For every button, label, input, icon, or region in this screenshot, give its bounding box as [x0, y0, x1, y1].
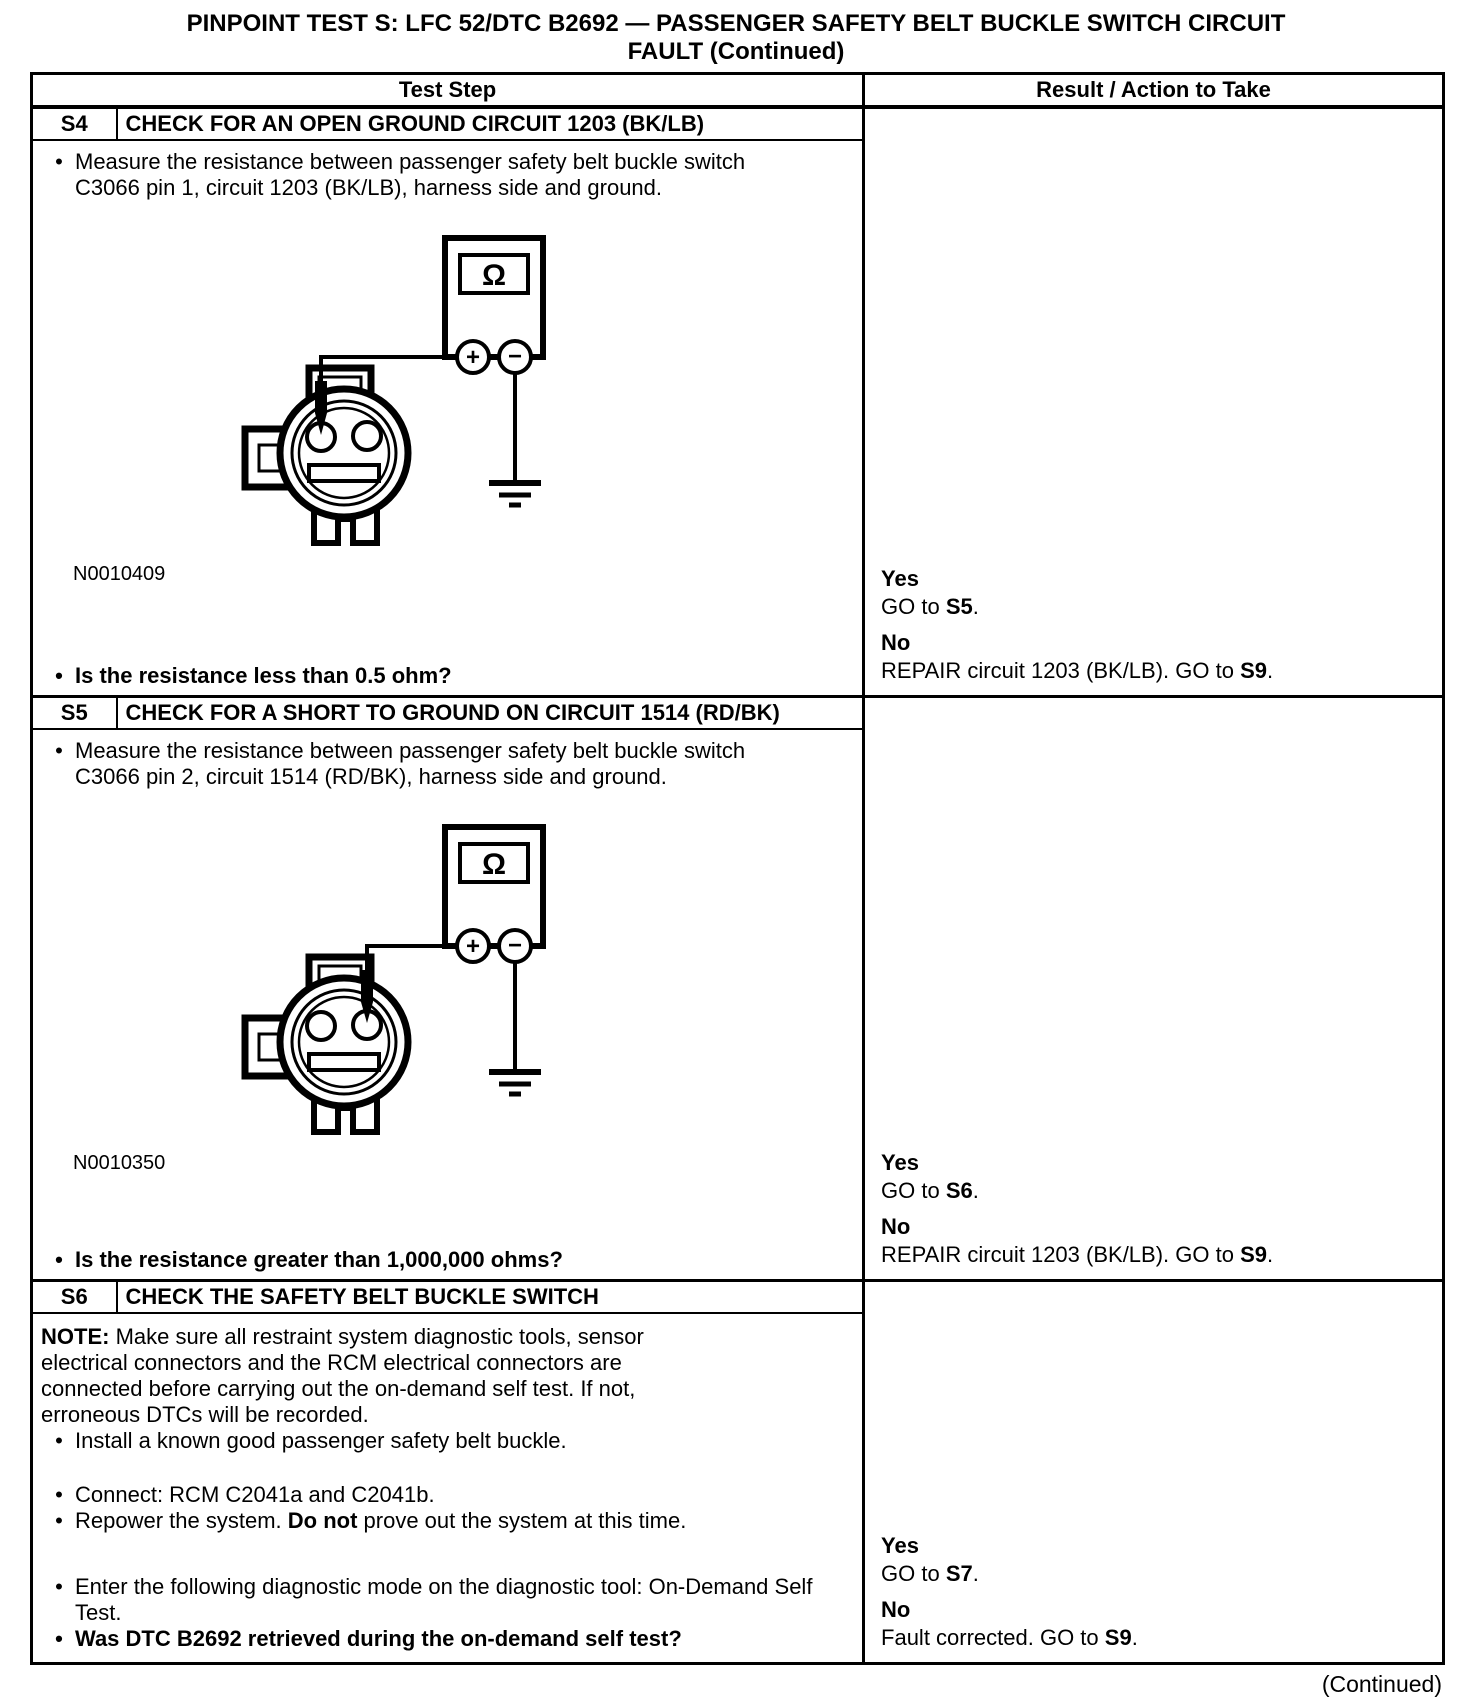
page-title-line2: FAULT (Continued) — [627, 38, 845, 65]
ohm-symbol: Ω — [481, 848, 507, 881]
s5-measure-bullet — [33, 738, 862, 790]
bullet-icon: • — [55, 1428, 63, 1453]
pinpoint-test-table — [30, 72, 1445, 1665]
connector-slot — [309, 465, 379, 481]
bullet-icon: • — [55, 663, 63, 688]
s4-no-action-pre: REPAIR circuit 1203 (BK/LB). GO to — [881, 658, 1241, 683]
s4-figure-label: N0010409 — [73, 563, 166, 585]
s4-measure-bullet — [33, 149, 862, 201]
s5-figure — [73, 810, 862, 1176]
bullet-icon: • — [55, 1247, 63, 1272]
s6-enter-text: Enter the following diagnostic mode on the diagnostic tool: On-Demand Self Test. — [75, 1574, 813, 1625]
s6-no-block — [881, 1596, 1432, 1652]
connector-pin-1 — [307, 1012, 335, 1040]
connector-pin-2 — [353, 422, 381, 450]
s5-yes-action-post: . — [972, 1178, 979, 1203]
step-id-s6: S6 — [32, 1281, 117, 1314]
s6-no-action — [881, 1624, 1432, 1652]
step-s4-result-cell — [864, 107, 1444, 697]
s6-note-label: NOTE: — [41, 1324, 110, 1349]
s5-no-action-target: S9 — [1240, 1242, 1267, 1267]
connector-icon — [245, 957, 408, 1132]
s5-yes-action-target: S6 — [945, 1178, 973, 1203]
s6-yes-action — [881, 1560, 1432, 1588]
s6-repower-text — [75, 1508, 862, 1534]
page-title-line1: PINPOINT TEST S: LFC 52/DTC B2692 — PASSENGER SAFETY BELT BUCKLE SWITCH CIRCUIT — [186, 10, 1286, 37]
column-header-test-step: Test Step — [32, 74, 864, 108]
step-s6-body-cell — [32, 1313, 864, 1664]
s6-repower-pre: Repower the system. — [75, 1508, 288, 1533]
s6-question — [33, 1626, 862, 1652]
s6-question-text: Was DTC B2692 retrieved during the on-demand self test? — [75, 1626, 682, 1651]
s4-yes-action-post: . — [972, 594, 979, 619]
step-title-s4: CHECK FOR AN OPEN GROUND CIRCUIT 1203 (BK/LB) — [117, 107, 864, 140]
s6-note-text: Make sure all restraint system diagnostic tools, sensor electrical connectors and the RCM electrical connectors are connected before carrying out the on-demand self test. If not, erroneous DTCs will be recorded. — [41, 1324, 644, 1427]
s4-no-label: No — [881, 630, 911, 655]
step-s5-result-cell — [864, 697, 1444, 1281]
s6-connect-text: Connect: RCM C2041a and C2041b. — [75, 1482, 435, 1507]
connector-slot — [309, 1054, 379, 1070]
s6-yes-block — [881, 1532, 1432, 1588]
s6-no-action-pre: Fault corrected. GO to — [881, 1625, 1105, 1650]
ground-icon — [489, 1072, 541, 1094]
s6-yes-action-post: . — [972, 1561, 979, 1586]
step-s6-title-row — [32, 1281, 1444, 1314]
s5-no-action-pre: REPAIR circuit 1203 (BK/LB). GO to — [881, 1242, 1241, 1267]
s6-yes-action-target: S7 — [945, 1561, 973, 1586]
s5-yes-block — [881, 1149, 1432, 1205]
s4-yes-action — [881, 593, 1432, 621]
s6-no-action-target: S9 — [1104, 1625, 1132, 1650]
continued-note: (Continued) — [1321, 1671, 1442, 1697]
ohm-symbol: Ω — [481, 259, 507, 292]
step-s6-result-cell — [864, 1281, 1444, 1664]
s4-no-block — [881, 629, 1432, 685]
s5-yes-label: Yes — [881, 1150, 919, 1175]
s6-install-text: Install a known good passenger safety belt buckle. — [75, 1428, 567, 1453]
s6-repower-post: prove out the system at this time. — [357, 1508, 687, 1533]
s5-yes-action-pre: GO to — [881, 1178, 946, 1203]
s6-connect-bullet — [33, 1482, 862, 1508]
page-title — [30, 10, 1442, 66]
s6-enter-bullet — [33, 1574, 862, 1626]
s4-figure — [73, 221, 862, 587]
s4-no-action-post: . — [1266, 658, 1274, 683]
bullet-icon: • — [55, 1626, 63, 1651]
s4-question-text: Is the resistance less than 0.5 ohm? — [75, 663, 452, 688]
s6-yes-action-pre: GO to — [881, 1561, 946, 1586]
bullet-icon: • — [55, 149, 63, 174]
s4-measure-text: Measure the resistance between passenger safety belt buckle switch C3066 pin 1, circuit 1203 (BK/LB), harness side and ground. — [75, 149, 746, 200]
s5-no-action-post: . — [1266, 1242, 1274, 1267]
ground-icon — [489, 483, 541, 505]
bullet-icon: • — [55, 1508, 63, 1533]
s4-question — [33, 663, 862, 695]
s4-measurement-diagram — [217, 221, 567, 551]
positive-lead-wire — [367, 946, 457, 980]
step-s5-body-cell — [32, 729, 864, 1281]
s5-figure-label: N0010350 — [73, 1152, 166, 1174]
step-id-s4: S4 — [32, 107, 117, 140]
s6-repower-bullet — [33, 1508, 862, 1534]
bullet-icon: • — [55, 1574, 63, 1599]
bullet-icon: • — [55, 1482, 63, 1507]
step-s4-body-cell — [32, 140, 864, 697]
s4-yes-block — [881, 565, 1432, 621]
bullet-icon: • — [55, 738, 63, 763]
svg-text:−: − — [507, 932, 523, 959]
table-header-row — [32, 74, 1444, 108]
s5-measurement-diagram — [217, 810, 567, 1140]
s5-measure-text: Measure the resistance between passenger safety belt buckle switch C3066 pin 2, circuit 1514 (RD/BK), harness side and ground. — [75, 738, 746, 789]
s5-question-text: Is the resistance greater than 1,000,000 ohms? — [75, 1247, 563, 1272]
s4-yes-label: Yes — [881, 566, 919, 591]
s5-no-label: No — [881, 1214, 911, 1239]
s6-no-label: No — [881, 1597, 911, 1622]
s6-no-action-post: . — [1131, 1625, 1138, 1650]
s4-no-action — [881, 657, 1432, 685]
s5-no-block — [881, 1213, 1432, 1269]
svg-text:+: + — [465, 344, 481, 371]
s6-note — [41, 1324, 721, 1428]
s5-question — [33, 1247, 862, 1279]
s5-no-action — [881, 1241, 1432, 1269]
svg-text:+: + — [465, 933, 481, 960]
s4-yes-action-target: S5 — [945, 594, 973, 619]
svg-text:−: − — [507, 343, 523, 370]
step-s4-title-row — [32, 107, 1444, 140]
step-s5-title-row — [32, 697, 1444, 730]
s6-yes-label: Yes — [881, 1533, 919, 1558]
s6-install-bullet — [33, 1428, 862, 1454]
step-title-s5: CHECK FOR A SHORT TO GROUND ON CIRCUIT 1514 (RD/BK) — [117, 697, 864, 730]
step-title-s6: CHECK THE SAFETY BELT BUCKLE SWITCH — [117, 1281, 864, 1314]
step-id-s5: S5 — [32, 697, 117, 730]
s5-yes-action — [881, 1177, 1432, 1205]
column-header-result: Result / Action to Take — [864, 74, 1444, 108]
s4-yes-action-pre: GO to — [881, 594, 946, 619]
s6-repower-bold: Do not — [287, 1508, 358, 1533]
s4-no-action-target: S9 — [1240, 658, 1267, 683]
